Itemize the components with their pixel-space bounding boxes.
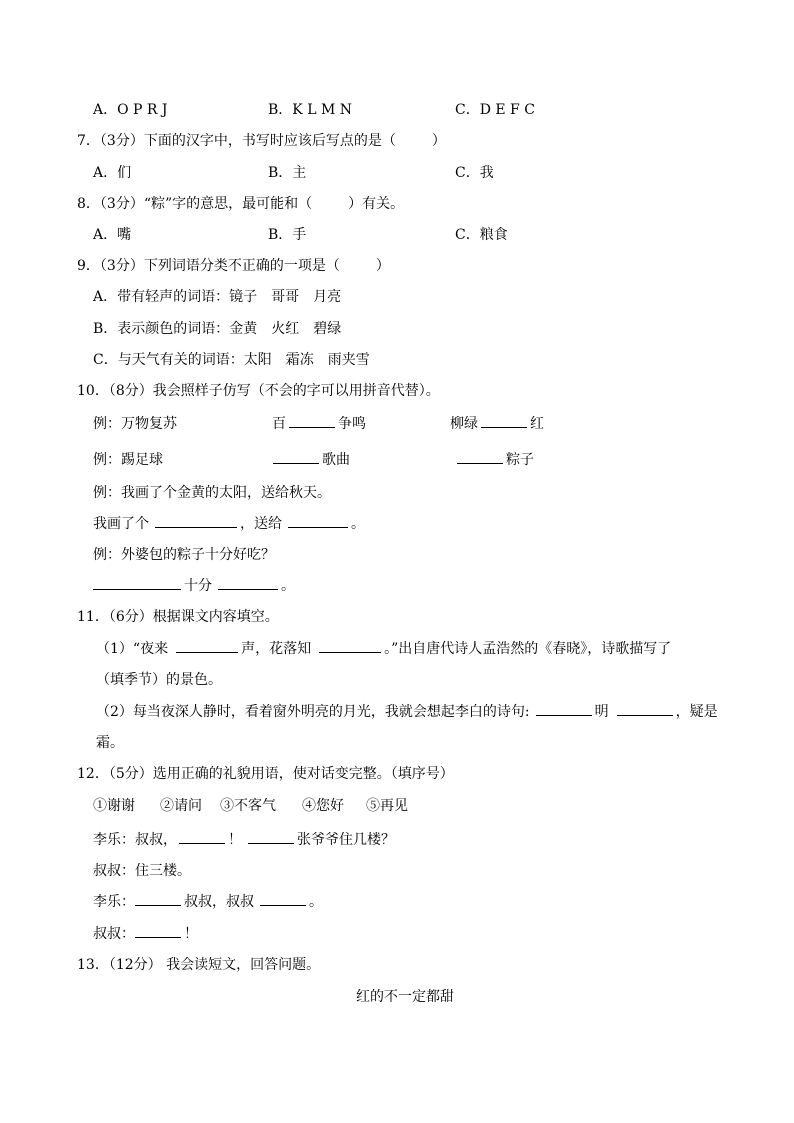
q10-example4: 例：外婆包的粽子十分好吃？ [93, 547, 275, 563]
q6-option-c: C．D E F C [455, 102, 535, 118]
q10-example1: 例：万物复苏 [93, 416, 177, 432]
answer-blank[interactable] [135, 923, 181, 938]
q12-choice-2: ②请问 [160, 798, 202, 814]
q8-option-a: A．嘴 [93, 227, 132, 243]
q10-example2: 例：踢足球 [93, 452, 163, 468]
answer-blank[interactable] [536, 701, 592, 716]
answer-blank[interactable] [176, 638, 238, 653]
q12-line3: 李乐： 叔叔，叔叔 。 [93, 891, 323, 913]
q8-option-b: B．手 [268, 227, 307, 243]
q11-part1-cont: （填季节）的景色。 [96, 672, 222, 688]
q9-option-c: C．与天气有关的词语：太阳 霜冻 雨夹雪 [93, 352, 370, 368]
answer-blank[interactable] [289, 413, 335, 428]
q10-stem: 10．（8分）我会照样子仿写（不会的字可以用拼音代替）。 [77, 383, 440, 399]
answer-blank[interactable] [260, 891, 306, 906]
answer-blank[interactable] [93, 575, 181, 590]
q10-row1-item2: 百 争鸣 [272, 413, 366, 435]
q12-line4: 叔叔： ！ [93, 923, 198, 945]
answer-blank[interactable] [617, 701, 673, 716]
q6-option-a: A．O P R J [93, 102, 168, 118]
q10-example3: 例：我画了个金黄的太阳，送给秋天。 [93, 485, 331, 501]
q11-part2: （2）每当夜深人静时，看着窗外明亮的月光，我就会想起李白的诗句: 明 ，疑是 [96, 701, 718, 723]
q10-row1-item3: 柳绿 红 [450, 413, 544, 435]
q8-stem: 8．（3分）“粽”字的意思，最可能和（ ）有关。 [77, 196, 405, 212]
q9-option-a: A．带有轻声的词语：镜子 哥哥 月亮 [93, 289, 342, 305]
q12-stem: 12．（5分）选用正确的礼貌用语，使对话变完整。（填序号） [77, 766, 454, 782]
q9-stem: 9．（3分）下列词语分类不正确的一项是（ ） [77, 258, 390, 274]
q7-option-c: C．我 [455, 165, 494, 181]
q6-option-b: B．K L M N [268, 102, 352, 118]
q12-choice-3: ③不客气 [220, 798, 276, 814]
q13-stem: 13．（12分） 我会读短文，回答问题。 [77, 957, 321, 973]
q8-option-c: C．粮食 [455, 227, 508, 243]
answer-blank[interactable] [218, 575, 278, 590]
q10-row2-item2: 歌曲 [270, 449, 350, 471]
q10-row3: 我画了个 ，送给 。 [93, 513, 365, 535]
answer-blank[interactable] [135, 891, 181, 906]
q7-option-a: A．们 [93, 165, 132, 181]
q10-row2-item3: 粽子 [454, 449, 534, 471]
answer-blank[interactable] [248, 829, 294, 844]
q10-row4: 十分 。 [93, 575, 295, 597]
answer-blank[interactable] [155, 513, 237, 528]
answer-blank[interactable] [319, 638, 381, 653]
q11-stem: 11．（6分）根据课文内容填空。 [77, 609, 279, 625]
q7-stem: 7．（3分）下面的汉字中，书写时应该后写点的是（ ） [77, 133, 446, 149]
q12-choice-4: ④您好 [302, 798, 344, 814]
q12-choice-1: ①谢谢 [93, 798, 135, 814]
q12-line2: 叔叔：住三楼。 [93, 863, 191, 879]
answer-blank[interactable] [288, 513, 348, 528]
answer-blank[interactable] [273, 449, 319, 464]
answer-blank[interactable] [457, 449, 503, 464]
q12-line1: 李乐：叔叔， ！ 张爷爷住几楼？ [93, 829, 395, 851]
q7-option-b: B．主 [268, 165, 307, 181]
answer-blank[interactable] [179, 829, 225, 844]
passage-title: 红的不一定都甜 [356, 989, 454, 1005]
q9-option-b: B．表示颜色的词语：金黄 火红 碧绿 [93, 321, 342, 337]
q11-part1: （1）“夜来 声，花落知 。”出自唐代诗人孟浩然的《春晓》，诗歌描写了 [96, 638, 671, 660]
q11-part2-cont: 霜。 [96, 735, 124, 751]
q12-choice-5: ⑤再见 [366, 798, 408, 814]
answer-blank[interactable] [481, 413, 527, 428]
